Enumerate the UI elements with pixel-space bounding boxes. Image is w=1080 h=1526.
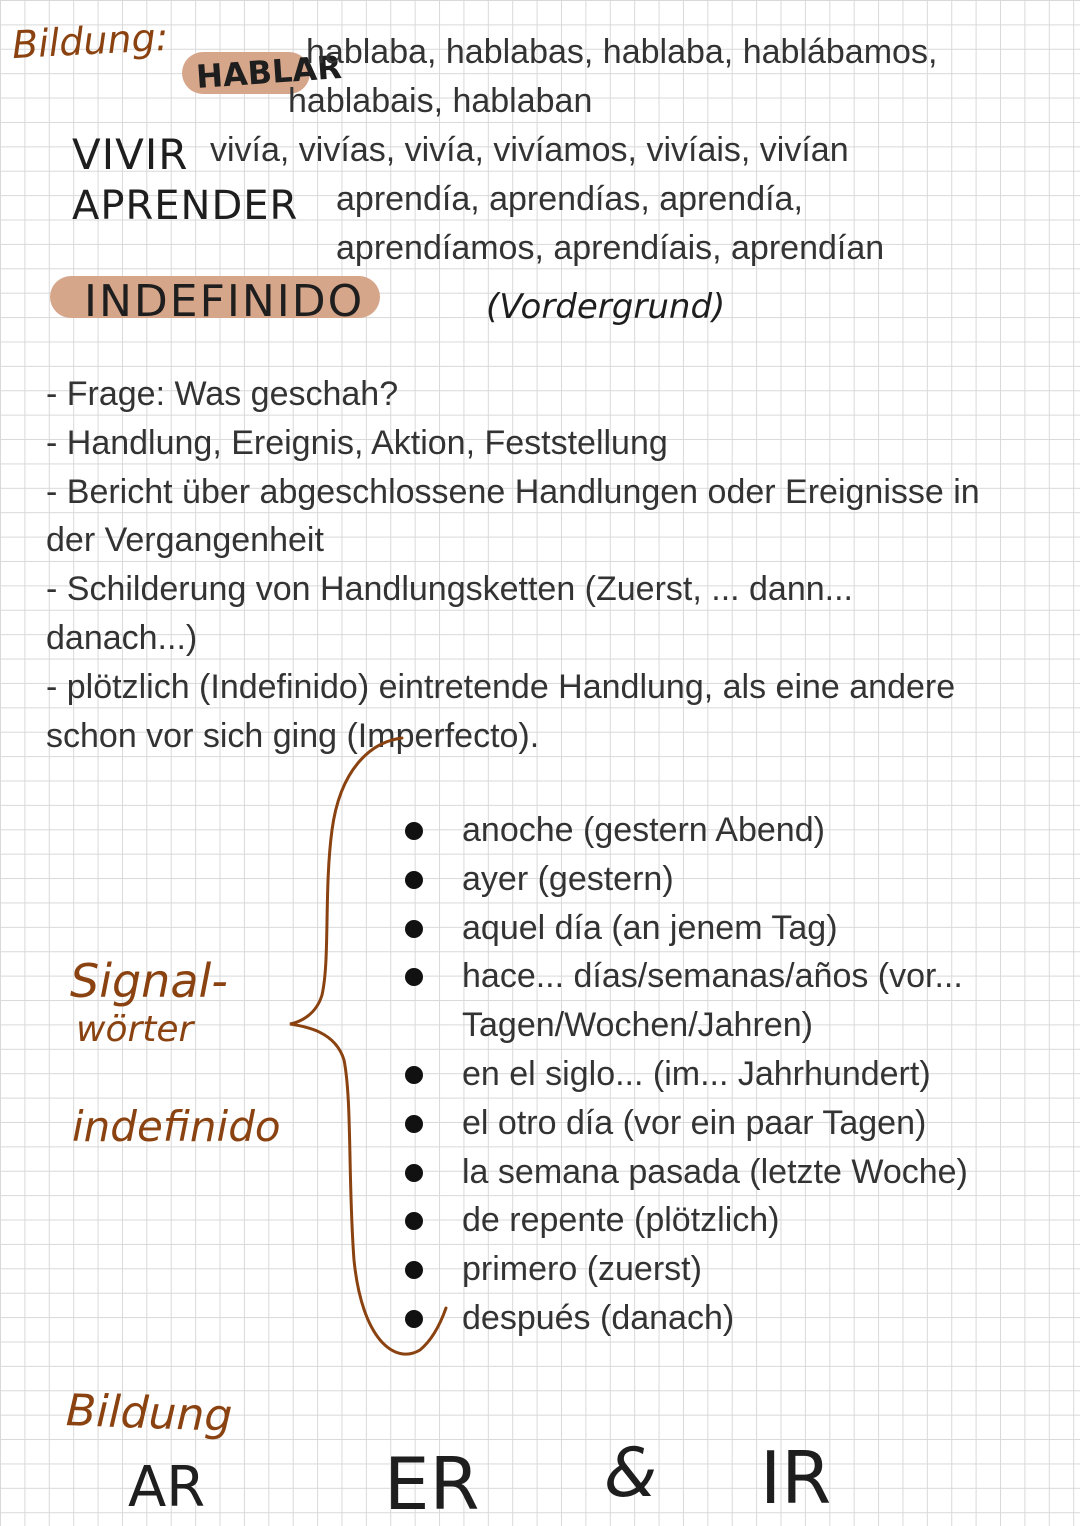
bildung-label: Bildung: bbox=[10, 14, 170, 68]
list-item: la semana pasada (letzte Woche) bbox=[400, 1148, 1040, 1197]
list-item: en el siglo... (im... Jahrhundert) bbox=[400, 1050, 1040, 1099]
aprender-forms-line1: aprendía, aprendías, aprendía, bbox=[336, 180, 803, 218]
bullet-icon bbox=[405, 920, 423, 938]
bullet-icon bbox=[405, 1212, 423, 1230]
bullet-icon bbox=[405, 1115, 423, 1133]
footer-and: & bbox=[604, 1434, 658, 1513]
footer-bildung-label: Bildung bbox=[65, 1385, 234, 1442]
note-item: - Schilderung von Handlungsketten (Zuerst, ... dann... danach...) bbox=[46, 570, 854, 657]
bullet-icon bbox=[405, 1310, 423, 1328]
footer-ar: AR bbox=[128, 1455, 206, 1520]
bullet-icon bbox=[405, 1261, 423, 1279]
verb-vivir: VIVIR bbox=[72, 130, 189, 179]
note-item: - Bericht über abgeschlossene Handlungen oder Ereignisse in der Vergangenheit bbox=[46, 472, 980, 560]
verb-hablar: HABLAR bbox=[194, 47, 343, 97]
list-item: de repente (plötzlich) bbox=[400, 1196, 1040, 1245]
signal-label-line3: indefinido bbox=[72, 1102, 281, 1151]
vivir-forms: vivía, vivías, vivía, vivíamos, vivíais, vivían bbox=[210, 131, 849, 169]
bullet-icon bbox=[405, 871, 423, 889]
note-item: - Handlung, Ereignis, Aktion, Feststellung bbox=[46, 423, 668, 462]
list-item: primero (zuerst) bbox=[400, 1245, 1040, 1294]
bullet-icon bbox=[405, 1164, 423, 1182]
list-item: hace... días/semanas/años (vor... Tagen/Wochen/Jahren) bbox=[400, 952, 1040, 1050]
signal-words-list bbox=[400, 806, 1040, 1343]
hablar-forms-line2: hablabais, hablaban bbox=[288, 82, 593, 120]
signal-label-line2: wörter bbox=[76, 1009, 194, 1050]
indefinido-notes bbox=[46, 370, 1036, 760]
list-item: el otro día (vor ein paar Tagen) bbox=[400, 1099, 1040, 1148]
note-item: - Frage: Was geschah? bbox=[46, 375, 399, 413]
aprender-forms-line2: aprendíamos, aprendíais, aprendían bbox=[336, 229, 885, 267]
verb-aprender: APRENDER bbox=[72, 183, 299, 229]
list-item: aquel día (an jenem Tag) bbox=[400, 904, 1040, 953]
indefinido-subtitle: (Vordergrund) bbox=[486, 287, 726, 327]
list-item: después (danach) bbox=[400, 1294, 1040, 1343]
signal-label-line1: Signal- bbox=[70, 954, 228, 1008]
list-item: anoche (gestern Abend) bbox=[400, 806, 1040, 855]
footer-er: ER bbox=[384, 1442, 480, 1526]
indefinido-title: INDEFINIDO bbox=[84, 276, 365, 327]
hablar-forms-line1: hablaba, hablabas, hablaba, hablábamos, bbox=[306, 33, 938, 71]
bullet-icon bbox=[405, 968, 423, 986]
note-item: - plötzlich (Indefinido) eintretende Handlung, als eine andere schon vor sich ging (Imperfecto). bbox=[46, 667, 956, 755]
list-item: ayer (gestern) bbox=[400, 855, 1040, 904]
footer-ir: IR bbox=[760, 1436, 832, 1520]
bullet-icon bbox=[405, 822, 423, 840]
bullet-icon bbox=[405, 1066, 423, 1084]
